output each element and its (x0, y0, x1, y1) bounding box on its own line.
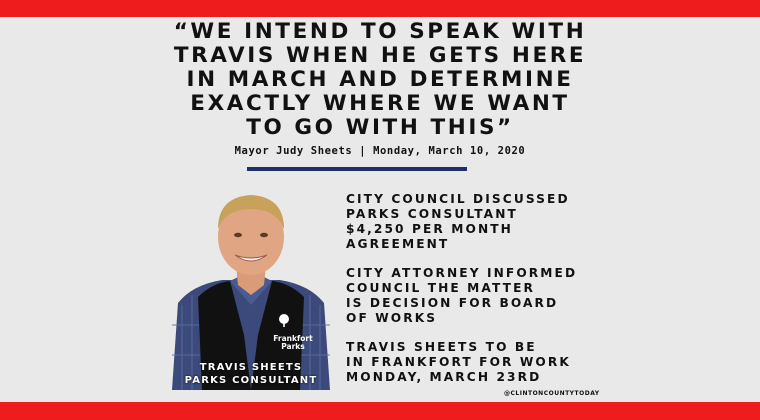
fact-line: MONDAY, MARCH 23RD (346, 370, 542, 384)
top-red-bar (0, 0, 760, 17)
fact-line: CITY COUNCIL DISCUSSED (346, 192, 570, 206)
vest-logo (268, 335, 318, 351)
quote-line: EXACTLY WHERE WE WANT (190, 91, 570, 116)
fact-line: AGREEMENT (346, 237, 450, 251)
vest-logo-line: Frankfort (273, 334, 313, 343)
vest-logo-line: Parks (281, 342, 305, 351)
portrait-photo (172, 185, 330, 390)
fact-line: CITY ATTORNEY INFORMED (346, 266, 578, 280)
fact-line: IN FRANKFORT FOR WORK (346, 355, 571, 369)
fact-item (346, 266, 577, 326)
fact-line: IS DECISION FOR BOARD (346, 296, 559, 310)
fact-line: $4,250 PER MONTH (346, 222, 513, 236)
fact-item (346, 340, 571, 385)
quote-line: TRAVIS WHEN HE GETS HERE (173, 43, 587, 68)
fact-line: TRAVIS SHEETS TO BE (346, 340, 537, 354)
photo-caption-name: TRAVIS SHEETS (199, 362, 303, 373)
bottom-red-bar (0, 402, 760, 420)
quote-line: IN MARCH AND DETERMINE (186, 67, 574, 92)
fact-line: OF WORKS (346, 311, 438, 325)
quote-line: TO GO WITH THIS” (246, 115, 514, 140)
fact-item (346, 192, 570, 252)
fact-line: COUNCIL THE MATTER (346, 281, 536, 295)
portrait-illustration (172, 185, 330, 390)
headline-quote (150, 20, 610, 140)
social-handle: @CLINTONCOUNTYTODAY (504, 390, 600, 397)
photo-caption-title: PARKS CONSULTANT (184, 375, 318, 386)
fact-line: PARKS CONSULTANT (346, 207, 518, 221)
quote-attribution: Mayor Judy Sheets | Monday, March 10, 2020 (234, 145, 526, 157)
divider-rule (247, 167, 467, 171)
quote-line: “WE INTEND TO SPEAK WITH (173, 19, 587, 44)
